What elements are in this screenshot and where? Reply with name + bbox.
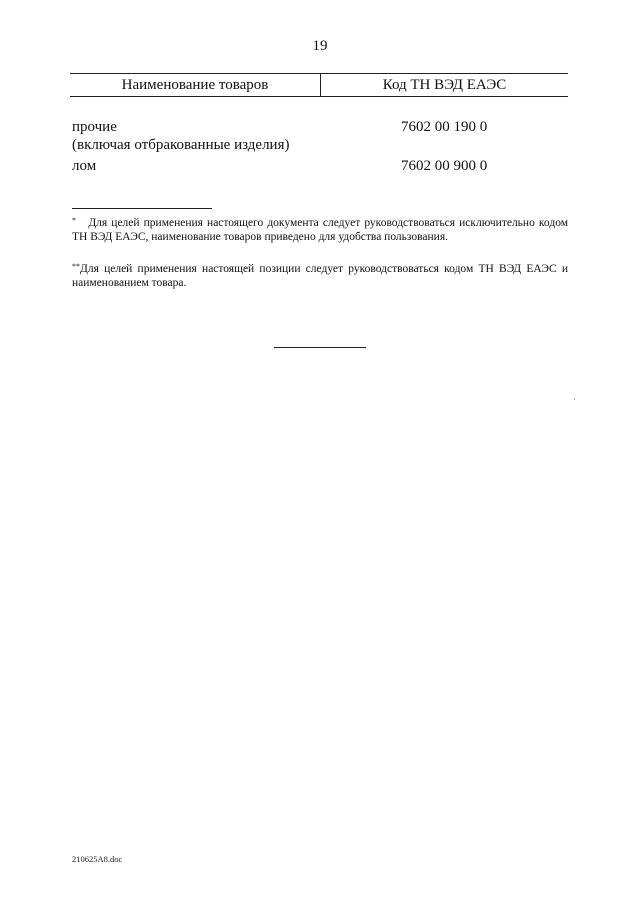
document-filename: 210625A8.doc <box>72 854 123 864</box>
footnote-text: Для целей применения настоящего документа следует руководствоваться исключительно кодом ТН ВЭД ЕАЭС, наименование товаров приведено для удобства пользования. <box>72 217 569 243</box>
footnote-separator <box>72 208 212 209</box>
goods-name-line: (включая отбракованные изделия) <box>72 137 290 153</box>
goods-name <box>72 157 372 175</box>
scan-artifact <box>574 398 575 400</box>
goods-code: 7602 00 900 0 <box>401 158 488 174</box>
footnote-text: Для целей применения настоящей позиции следует руководствоваться кодом ТН ВЭД ЕАЭС и наименованием товара. <box>72 263 568 289</box>
column-header-name: Наименование товаров <box>70 74 321 96</box>
column-header-code: Код ТН ВЭД ЕАЭС <box>382 77 507 93</box>
footnote-marker: ** <box>72 262 80 271</box>
goods-name-line: прочие <box>72 119 117 135</box>
footnote <box>72 216 568 244</box>
footnote <box>72 262 568 290</box>
end-separator <box>274 347 366 348</box>
goods-name <box>72 118 372 154</box>
goods-name-line: лом <box>72 158 97 174</box>
table-header <box>70 73 568 97</box>
goods-code: 7602 00 190 0 <box>401 119 488 135</box>
footnote-marker: * <box>72 216 76 225</box>
page-number: 19 <box>312 38 328 54</box>
